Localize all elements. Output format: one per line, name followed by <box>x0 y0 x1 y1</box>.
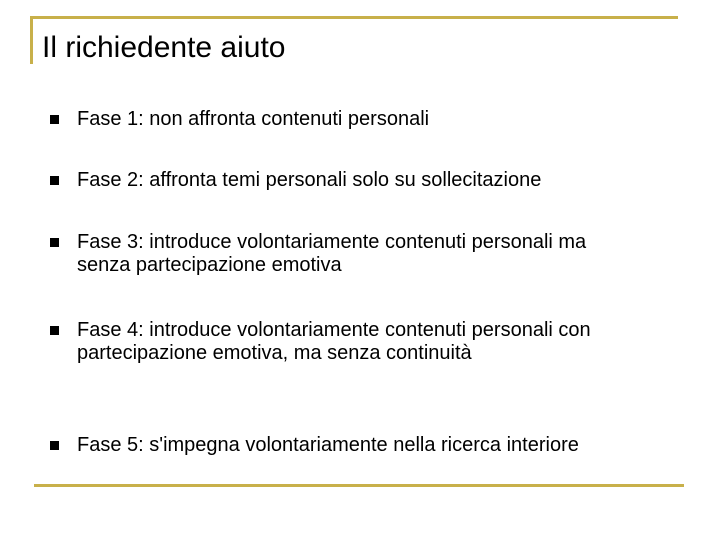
square-bullet-icon <box>50 326 59 335</box>
square-bullet-icon <box>50 176 59 185</box>
title-top-rule <box>30 16 678 19</box>
bullet-text: Fase 3: introduce volontariamente contenuti personali ma senza partecipazione emotiva <box>77 231 587 276</box>
bullet-text: Fase 2: affronta temi personali solo su sollecitazione <box>77 169 542 191</box>
bullet-item <box>50 319 690 365</box>
bullet-item <box>50 108 690 131</box>
slide-title: Il richiedente aiuto <box>42 31 286 64</box>
bullet-item <box>50 434 690 457</box>
square-bullet-icon <box>50 441 59 450</box>
square-bullet-icon <box>50 115 59 124</box>
title-left-rule <box>30 16 33 64</box>
square-bullet-icon <box>50 238 59 247</box>
bullet-item <box>50 169 690 192</box>
bullet-text: Fase 5: s'impegna volontariamente nella ricerca interiore <box>77 434 579 456</box>
footer-rule <box>34 484 684 487</box>
bullet-item <box>50 231 690 277</box>
bullet-text: Fase 1: non affronta contenuti personali <box>77 108 430 130</box>
bullet-text: Fase 4: introduce volontariamente contenuti personali con partecipazione emotiva, ma senza continuità <box>77 319 591 364</box>
